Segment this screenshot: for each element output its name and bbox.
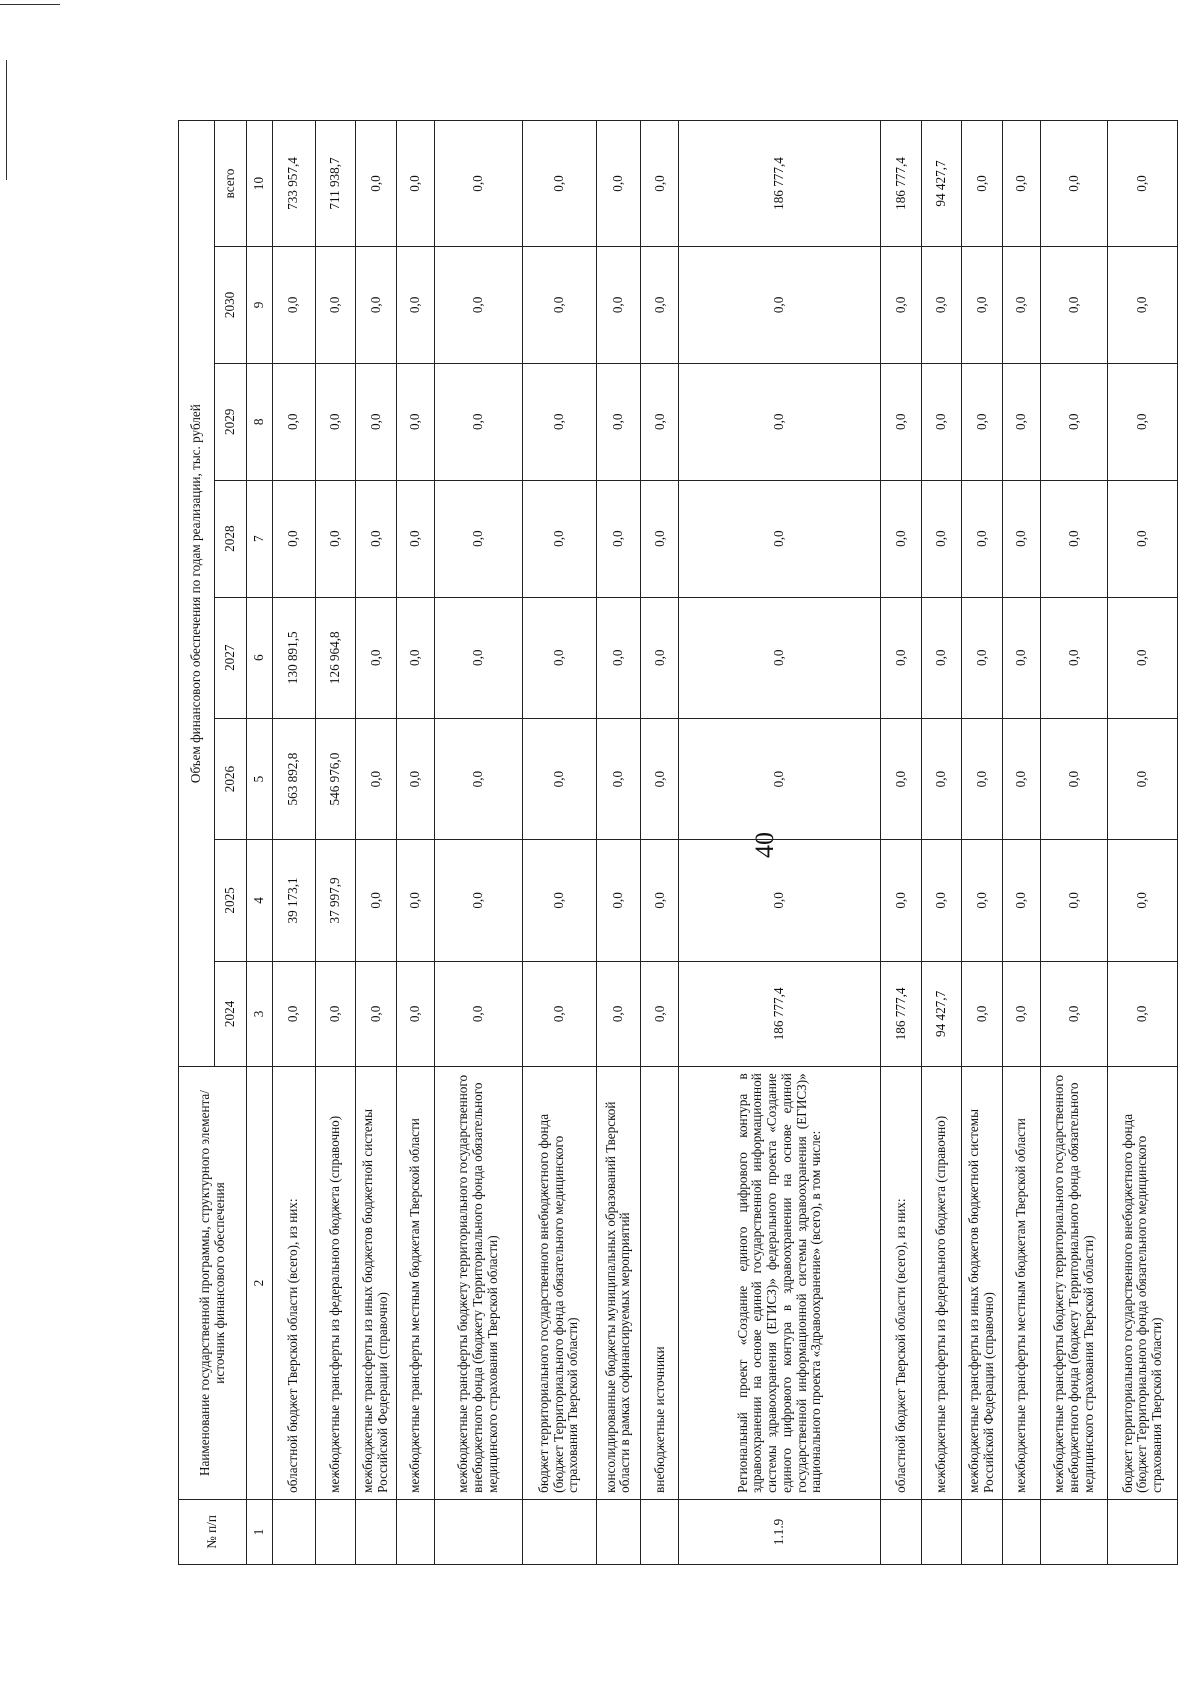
header-year: 2029: [215, 363, 247, 480]
row-value: 0,0: [679, 246, 881, 363]
row-value: 0,0: [1041, 840, 1108, 961]
column-number: 6: [247, 597, 273, 718]
row-value: 0,0: [921, 363, 961, 480]
row-value: 0,0: [881, 840, 921, 961]
row-name: межбюджетные трансферты местным бюджетам Тверской области: [396, 1067, 434, 1500]
row-value: 0,0: [961, 597, 1002, 718]
funding-table: [178, 120, 1178, 1565]
row-name: консолидированные бюджеты муниципальных образований Тверской области в рамках софинансируемых мероприятий: [596, 1067, 641, 1500]
row-total: 0,0: [355, 121, 396, 247]
row-value: 0,0: [641, 246, 679, 363]
row-value: 0,0: [921, 597, 961, 718]
row-total: 0,0: [435, 121, 522, 247]
row-number: [641, 1499, 679, 1564]
row-value: 0,0: [961, 246, 1002, 363]
row-value: 0,0: [881, 597, 921, 718]
page-number: 40: [750, 832, 779, 858]
row-name: межбюджетные трансферты бюджету территориального государственного внебюджетного фонда (бюджету Территориального фонда обязательного медицинского страхования Тверской области): [1041, 1067, 1108, 1500]
row-total: 186 777,4: [881, 121, 921, 247]
row-value: 0,0: [396, 480, 434, 597]
row-value: 0,0: [1108, 363, 1178, 480]
header-funding-group: Объем финансового обеспечения по годам реализации, тыс. рублей: [179, 121, 215, 1067]
row-value: 0,0: [522, 597, 596, 718]
row-value: 0,0: [522, 961, 596, 1067]
table-row: [355, 121, 396, 1565]
row-total: 733 957,4: [273, 121, 316, 247]
row-value: 0,0: [596, 480, 641, 597]
row-value: 0,0: [1108, 840, 1178, 961]
row-value: 0,0: [435, 246, 522, 363]
row-value: 0,0: [1041, 246, 1108, 363]
row-value: 126 964,8: [315, 597, 355, 718]
row-value: 0,0: [396, 246, 434, 363]
table-row: [396, 121, 434, 1565]
row-number: [961, 1499, 1002, 1564]
column-number: 9: [247, 246, 273, 363]
table-body: [273, 121, 1178, 1565]
row-name: Региональный проект «Создание единого цифрового контура в здравоохранении на основе единой государственной информационной системы здравоохранения (ЕГИСЗ)» федерального проекта «Создание единого цифрового контура в здравоохранении на основе единой государственной информационной системы здравоохранения (ЕГИСЗ)» национального проекта «Здравоохранение» (всего), в том числе:: [679, 1067, 881, 1500]
row-value: 0,0: [641, 718, 679, 839]
row-value: 0,0: [679, 480, 881, 597]
row-total: 0,0: [596, 121, 641, 247]
row-name: бюджет территориального государственного внебюджетного фонда (бюджет Территориального фонда обязательного медицинского страхования Тверской области): [522, 1067, 596, 1500]
row-value: 0,0: [596, 718, 641, 839]
row-total: 0,0: [1108, 121, 1178, 247]
row-value: 0,0: [679, 363, 881, 480]
row-value: 0,0: [355, 961, 396, 1067]
row-value: 0,0: [881, 246, 921, 363]
row-value: 0,0: [679, 718, 881, 839]
row-value: 0,0: [641, 840, 679, 961]
row-value: 0,0: [881, 480, 921, 597]
row-value: 39 173,1: [273, 840, 316, 961]
column-number: 2: [247, 1067, 273, 1500]
row-value: 0,0: [961, 480, 1002, 597]
row-value: 0,0: [355, 597, 396, 718]
row-value: 0,0: [522, 480, 596, 597]
row-value: 0,0: [315, 961, 355, 1067]
row-value: 0,0: [921, 718, 961, 839]
row-value: 0,0: [396, 961, 434, 1067]
row-value: 0,0: [641, 597, 679, 718]
column-number: 3: [247, 961, 273, 1067]
row-total: 0,0: [1002, 121, 1040, 247]
row-total: 0,0: [396, 121, 434, 247]
table-row: [679, 121, 881, 1565]
row-value: 0,0: [1108, 597, 1178, 718]
row-total: 186 777,4: [679, 121, 881, 247]
row-value: 0,0: [596, 246, 641, 363]
row-number: [921, 1499, 961, 1564]
row-value: 0,0: [1041, 597, 1108, 718]
table-row: [921, 121, 961, 1565]
row-number: [881, 1499, 921, 1564]
row-total: 0,0: [641, 121, 679, 247]
row-value: 0,0: [641, 961, 679, 1067]
row-name: межбюджетные трансферты бюджету территориального государственного внебюджетного фонда (бюджету Территориального фонда обязательного медицинского страхования Тверской области): [435, 1067, 522, 1500]
column-number: 4: [247, 840, 273, 961]
row-value: 0,0: [961, 840, 1002, 961]
row-name: внебюджетные источники: [641, 1067, 679, 1500]
row-value: 0,0: [522, 840, 596, 961]
row-value: 0,0: [396, 363, 434, 480]
row-name: межбюджетные трансферты из иных бюджетов бюджетной системы Российской Федерации (справочно): [355, 1067, 396, 1500]
row-total: 94 427,7: [921, 121, 961, 247]
row-value: 0,0: [1002, 718, 1040, 839]
row-value: 0,0: [522, 246, 596, 363]
row-value: 0,0: [641, 363, 679, 480]
column-number: 7: [247, 480, 273, 597]
row-value: 0,0: [396, 597, 434, 718]
row-value: 0,0: [273, 961, 316, 1067]
row-value: 0,0: [1002, 840, 1040, 961]
row-value: 0,0: [355, 246, 396, 363]
row-number: [522, 1499, 596, 1564]
row-number: [315, 1499, 355, 1564]
row-total: 711 938,7: [315, 121, 355, 247]
row-value: 0,0: [273, 246, 316, 363]
row-value: 0,0: [961, 718, 1002, 839]
scan-line-top: [0, 4, 60, 5]
header-year: 2024: [215, 961, 247, 1067]
row-value: 0,0: [522, 718, 596, 839]
row-value: 0,0: [881, 718, 921, 839]
header-name: Наименование государственной программы, структурного элемента/источник финансового обеспечения: [179, 1067, 247, 1500]
row-value: 0,0: [435, 718, 522, 839]
header-year: 2030: [215, 246, 247, 363]
row-value: 0,0: [315, 246, 355, 363]
row-number: [273, 1499, 316, 1564]
table-row: [641, 121, 679, 1565]
row-value: 0,0: [273, 480, 316, 597]
column-number: 5: [247, 718, 273, 839]
row-value: 186 777,4: [881, 961, 921, 1067]
row-total: 0,0: [522, 121, 596, 247]
row-value: 0,0: [273, 363, 316, 480]
table-row: [435, 121, 522, 1565]
row-value: 0,0: [921, 480, 961, 597]
row-value: 0,0: [435, 597, 522, 718]
row-value: 0,0: [1041, 718, 1108, 839]
row-number: [1108, 1499, 1178, 1564]
row-number: [435, 1499, 522, 1564]
column-number: 8: [247, 363, 273, 480]
column-number: 1: [247, 1499, 273, 1564]
row-name: межбюджетные трансферты из иных бюджетов бюджетной системы Российской Федерации (справочно): [961, 1067, 1002, 1500]
header-total: всего: [215, 121, 247, 247]
row-value: 130 891,5: [273, 597, 316, 718]
row-value: 0,0: [881, 363, 921, 480]
row-value: 0,0: [921, 246, 961, 363]
row-value: 0,0: [1108, 961, 1178, 1067]
row-total: 0,0: [961, 121, 1002, 247]
row-value: 94 427,7: [921, 961, 961, 1067]
row-name: областной бюджет Тверской области (всего), из них:: [881, 1067, 921, 1500]
row-value: 0,0: [435, 961, 522, 1067]
row-value: 0,0: [315, 363, 355, 480]
row-value: 186 777,4: [679, 961, 881, 1067]
row-name: межбюджетные трансферты из федерального бюджета (справочно): [921, 1067, 961, 1500]
row-value: 0,0: [921, 840, 961, 961]
row-value: 0,0: [355, 363, 396, 480]
row-number: [1041, 1499, 1108, 1564]
row-name: областной бюджет Тверской области (всего), из них:: [273, 1067, 316, 1500]
column-number: 10: [247, 121, 273, 247]
row-value: 0,0: [1108, 480, 1178, 597]
row-value: 0,0: [1041, 480, 1108, 597]
row-number: [596, 1499, 641, 1564]
row-value: 0,0: [396, 840, 434, 961]
table-row: [1002, 121, 1040, 1565]
row-value: 37 997,9: [315, 840, 355, 961]
row-value: 0,0: [435, 840, 522, 961]
row-value: 0,0: [596, 961, 641, 1067]
row-value: 0,0: [1002, 246, 1040, 363]
row-value: 0,0: [596, 363, 641, 480]
row-value: 0,0: [1108, 246, 1178, 363]
row-value: 0,0: [315, 480, 355, 597]
row-value: 563 892,8: [273, 718, 316, 839]
row-number: 1.1.9: [679, 1499, 881, 1564]
table-row: [315, 121, 355, 1565]
row-value: 0,0: [435, 363, 522, 480]
scan-line-left: [6, 60, 7, 180]
row-value: 0,0: [1002, 597, 1040, 718]
row-value: 0,0: [596, 597, 641, 718]
row-value: 0,0: [1041, 961, 1108, 1067]
header-year: 2025: [215, 840, 247, 961]
row-number: [355, 1499, 396, 1564]
row-value: 0,0: [641, 480, 679, 597]
row-value: 0,0: [522, 363, 596, 480]
row-value: 0,0: [596, 840, 641, 961]
table-row: [1041, 121, 1108, 1565]
header-year: 2026: [215, 718, 247, 839]
row-value: 0,0: [1002, 363, 1040, 480]
row-value: 0,0: [679, 597, 881, 718]
row-value: 0,0: [396, 718, 434, 839]
header-number: № п/п: [179, 1499, 247, 1564]
rotated-table-container: [178, 120, 1178, 1565]
row-value: 0,0: [1041, 363, 1108, 480]
row-value: 0,0: [679, 840, 881, 961]
row-name: межбюджетные трансферты из федерального бюджета (справочно): [315, 1067, 355, 1500]
row-value: 0,0: [355, 718, 396, 839]
table-row: [961, 121, 1002, 1565]
header-year: 2028: [215, 480, 247, 597]
row-value: 0,0: [1002, 480, 1040, 597]
table-row: [596, 121, 641, 1565]
table-row: [273, 121, 316, 1565]
row-name: межбюджетные трансферты местным бюджетам Тверской области: [1002, 1067, 1040, 1500]
table-row: [881, 121, 921, 1565]
row-value: 546 976,0: [315, 718, 355, 839]
header-year: 2027: [215, 597, 247, 718]
row-value: 0,0: [1108, 718, 1178, 839]
row-value: 0,0: [435, 480, 522, 597]
row-value: 0,0: [1002, 961, 1040, 1067]
row-number: [1002, 1499, 1040, 1564]
row-value: 0,0: [355, 480, 396, 597]
row-total: 0,0: [1041, 121, 1108, 247]
row-value: 0,0: [355, 840, 396, 961]
row-value: 0,0: [961, 363, 1002, 480]
row-value: 0,0: [961, 961, 1002, 1067]
row-name: бюджет территориального государственного внебюджетного фонда (бюджет Территориального фонда обязательного медицинского страхования Тверской области): [1108, 1067, 1178, 1500]
row-number: [396, 1499, 434, 1564]
table-row: [1108, 121, 1178, 1565]
table-row: [522, 121, 596, 1565]
